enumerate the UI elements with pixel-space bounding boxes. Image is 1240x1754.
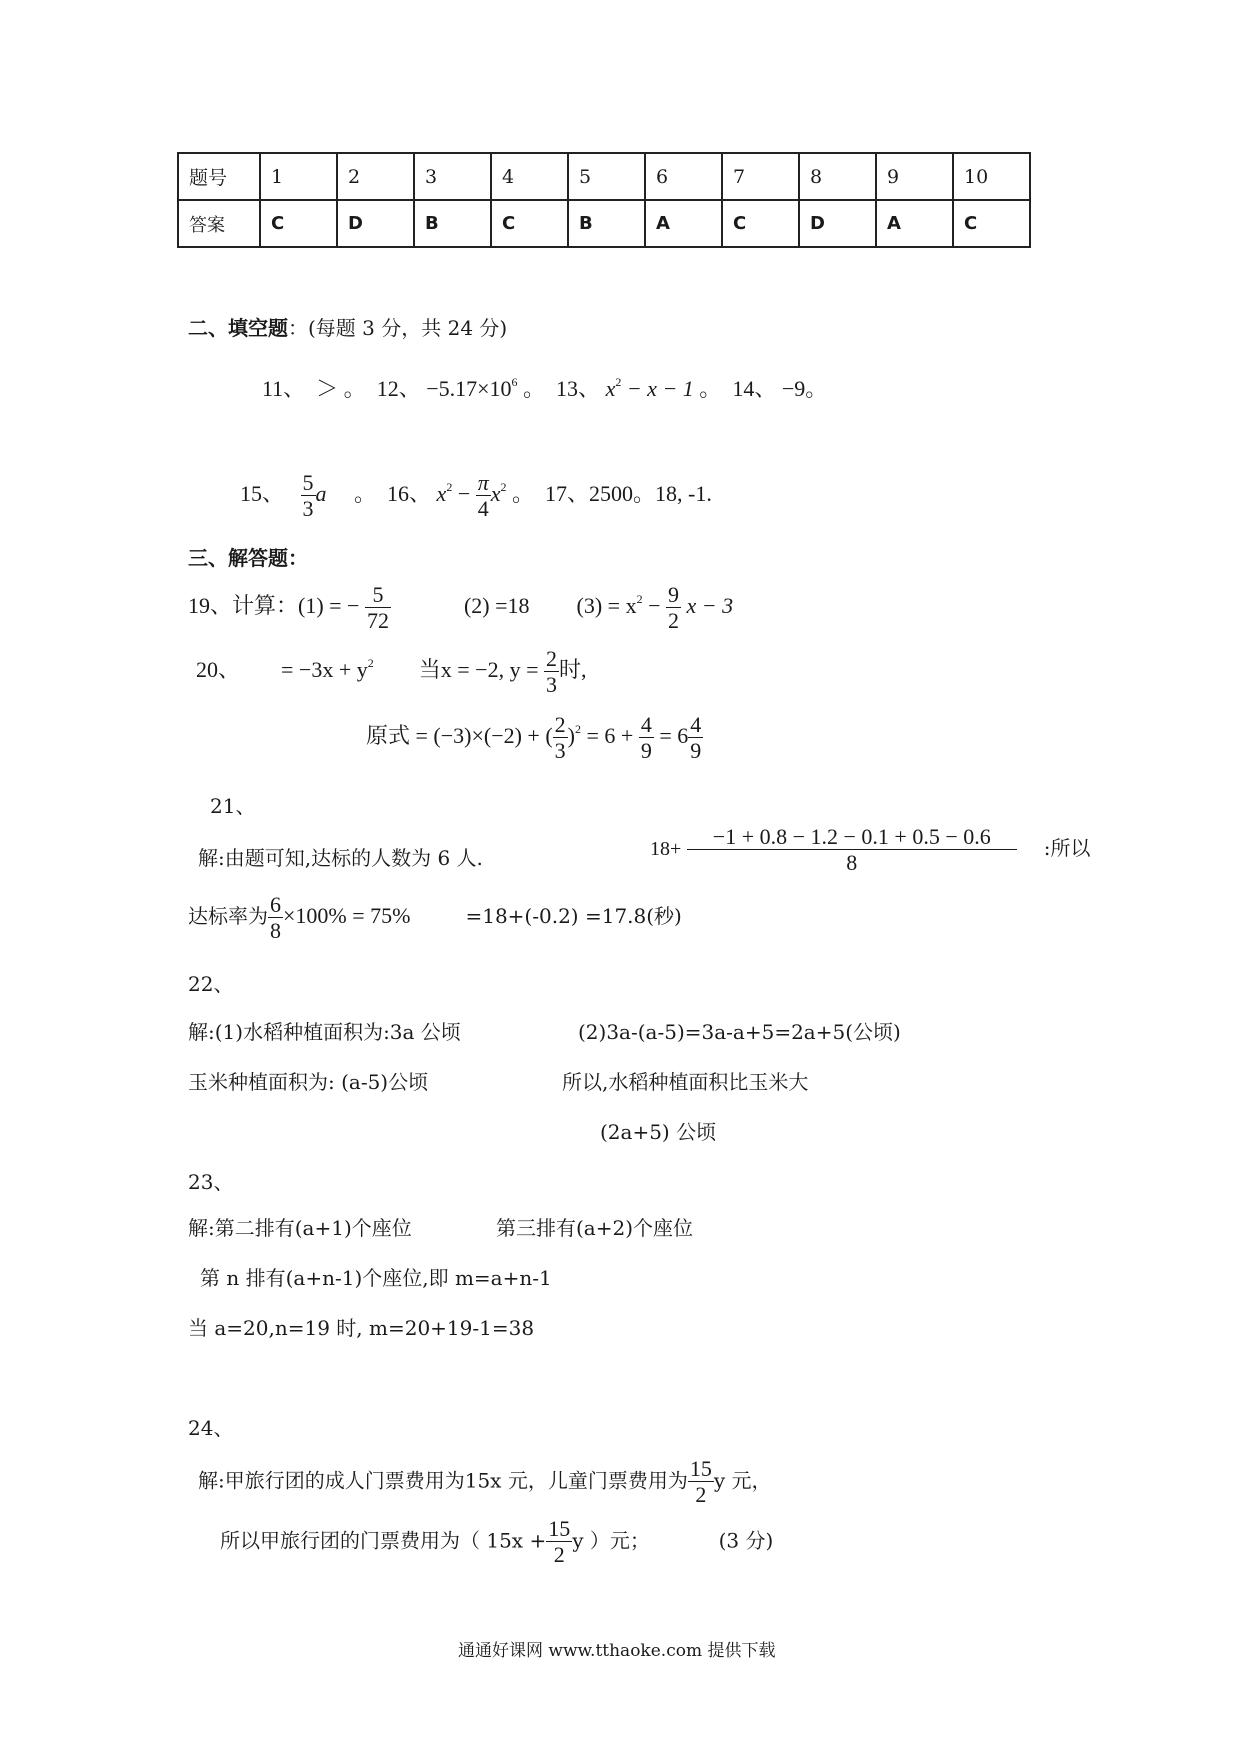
q20-fraction-1 <box>553 712 568 764</box>
q20-line2b: ) <box>567 722 575 748</box>
q15-num: 5 <box>302 470 314 495</box>
q20-label: 20、 <box>196 656 241 682</box>
q24-line2 <box>220 1516 773 1568</box>
answer-cell: C <box>722 200 799 247</box>
table-row <box>178 200 1030 247</box>
row-header-number: 题号 <box>178 153 260 200</box>
q24-line1 <box>198 1456 771 1508</box>
q16-var-b: x <box>490 480 501 506</box>
q12-end: 。 <box>517 376 546 401</box>
q14: 14、 −9。 <box>732 376 828 401</box>
q19-p3-den: 2 <box>668 608 680 634</box>
q19-fraction <box>365 582 391 634</box>
q13-exponent: 2 <box>615 375 622 389</box>
q19-part3-fraction <box>666 582 681 634</box>
q13-end: 。 <box>693 376 722 401</box>
q21-right-a: 18+ <box>650 837 682 860</box>
answer-cell: B <box>414 200 491 247</box>
answer-cell: C <box>260 200 337 247</box>
q19-num: 5 <box>372 582 384 607</box>
q20-line2c: = 6 + <box>581 722 634 748</box>
q21-right <box>650 824 1091 876</box>
question-number-cell: 9 <box>876 153 953 200</box>
q20-line2: 原式 = (−3)×(−2) + ( $\frac{2}{3}$ )$^2$ = 6 + $\frac{4}{9}$ = 6 $\frac{4}{9}$ <box>366 712 702 764</box>
q21-rate-line <box>188 892 682 944</box>
q12-label: 12、 <box>376 376 421 401</box>
q20-line1: 20、 = $-3x + y^2$ 当x = −2, y = $\frac{2}{3}$ 时, <box>196 646 587 698</box>
q11: 11、 ＞ 。 <box>262 376 366 401</box>
q22-label: 22、 <box>188 972 234 996</box>
q21-rate-num: 6 <box>270 892 281 917</box>
q22-line2-right: 所以,水稻种植面积比玉米大 <box>562 1070 809 1094</box>
q19-part3a: (3) = x <box>576 592 637 618</box>
q20-num3: 4 <box>690 712 702 737</box>
q20-num1: 2 <box>554 712 566 737</box>
q15-den: 3 <box>302 496 314 522</box>
q24-score: (3 分) <box>718 1528 774 1553</box>
q13-rest: − x − 1 <box>621 376 694 401</box>
q20-num: 2 <box>545 646 557 671</box>
q20-fraction-3 <box>688 712 703 764</box>
question-number-cell: 5 <box>568 153 645 200</box>
q21-rate-fraction <box>268 892 283 944</box>
q20-expr: = −3x + y <box>281 656 368 682</box>
q19-label: 19、计算：(1) = − <box>188 592 360 618</box>
q12-exponent: 6 <box>511 375 518 389</box>
q20-den1: 3 <box>554 738 566 764</box>
q22-line3-right: (2a+5) 公顷 <box>600 1120 717 1144</box>
q13-var: x <box>605 376 616 401</box>
answer-table <box>177 152 1031 248</box>
table-row <box>178 153 1030 200</box>
q23-line2: 第 n 排有(a+n-1)个座位,即 m=a+n-1 <box>200 1266 552 1290</box>
q21-rate-a: 达标率为 <box>188 903 268 928</box>
answer-cell: D <box>799 200 876 247</box>
q23-line1-left: 解:第二排有(a+1)个座位 <box>188 1216 412 1240</box>
q16-fraction <box>476 470 491 522</box>
q24-line1b: y 元， <box>713 1468 772 1493</box>
q15-end: 。 <box>354 480 377 506</box>
q23-line3: 当 a=20,n=19 时, m=20+19-1=38 <box>188 1316 535 1340</box>
q16-var-a: x <box>436 480 447 506</box>
section2-heading-line <box>188 312 507 341</box>
answer-cell: A <box>876 200 953 247</box>
page-footer: 通通好课网 www.tthaoke.com 提供下载 <box>458 1641 776 1661</box>
q15-label: 15、 <box>240 480 285 506</box>
q20-when: 当x = −2, y = <box>418 656 539 682</box>
q22-line1-right: (2)3a-(a-5)=3a-a+5=2a+5(公顷) <box>578 1020 901 1044</box>
question-number-cell: 3 <box>414 153 491 200</box>
answer-line-11-14 <box>262 372 827 403</box>
q22-line2-left: 玉米种植面积为: (a-5)公顷 <box>188 1070 429 1094</box>
q21-num: −1 + 0.8 − 1.2 − 0.1 + 0.5 − 0.6 <box>712 824 991 849</box>
question-number-cell: 8 <box>799 153 876 200</box>
question-number-cell: 6 <box>645 153 722 200</box>
q21-text: 解:由题可知,达标的人数为 6 人. <box>198 846 483 870</box>
q21-rate-b: ×100% = 75% <box>283 902 411 928</box>
q12-value: −5.17×10 <box>426 376 512 401</box>
q24-fraction-1 <box>688 1456 714 1508</box>
answer-cell: C <box>491 200 568 247</box>
q19-p3-num: 9 <box>668 582 680 607</box>
question-number-cell: 4 <box>491 153 568 200</box>
q20-den: 3 <box>545 672 557 698</box>
q20-den2: 9 <box>640 738 652 764</box>
q16-label: 16、 <box>387 480 432 506</box>
q20-line2a: 原式 = (−3)×(−2) + ( <box>366 722 553 748</box>
q16-den: 4 <box>476 495 491 521</box>
answer-cell: C <box>953 200 1030 247</box>
answer-line-15-18: 15、 $\frac{5}{3}$ a 。 16、 $x^2$ − $\frac{\pi}{4}$ $x^2$ 。 17、2500。18, -1. <box>240 470 712 522</box>
q24-label: 24、 <box>188 1416 234 1440</box>
q19-part2: (2) =18 <box>463 592 530 618</box>
q17-18: 17、2500。18, -1. <box>545 480 712 506</box>
q20-num2: 4 <box>640 712 652 737</box>
q16-minus: − <box>452 480 471 506</box>
q19-part3b: x − 3 <box>686 592 734 618</box>
q23-label: 23、 <box>188 1170 234 1194</box>
section2-heading: 二、填空题 <box>188 316 288 340</box>
section3-heading: 三、解答题： <box>188 546 308 570</box>
q21-result: =18+(-0.2) =17.8(秒) <box>465 903 682 928</box>
q22-line1-left: 解:(1)水稻种植面积为:3a 公顷 <box>188 1020 461 1044</box>
q21-right-end: :所以 <box>1043 835 1091 860</box>
q24-line2b: y ）元； <box>572 1528 650 1553</box>
q15-var: a <box>315 480 327 506</box>
q24-num1: 15 <box>689 1456 712 1481</box>
q20-when-end: 时, <box>558 656 587 682</box>
q20-fraction <box>544 646 559 698</box>
q19-den: 72 <box>366 608 389 634</box>
answer-cell: A <box>645 200 722 247</box>
answer-cell: B <box>568 200 645 247</box>
section2-note: ：(每题 3 分，共 24 分) <box>288 316 508 340</box>
q13-label: 13、 <box>556 376 601 401</box>
q15-fraction <box>301 470 316 522</box>
q24-fraction-2 <box>546 1516 572 1568</box>
q19-line: 19、计算：(1) = − $\frac{5}{72}$ (2) =18 $(3) = x^2$ − $\frac{9}{2}$ x − 3 <box>188 582 734 634</box>
q24-line2a: 所以甲旅行团的门票费用为（ 15x + <box>220 1528 547 1553</box>
q23-line1-right: 第三排有(a+2)个座位 <box>496 1216 694 1240</box>
q21-den: 8 <box>687 849 1017 875</box>
q21-fraction <box>687 824 1017 876</box>
q20-den3: 9 <box>690 738 702 764</box>
q24-den1: 2 <box>688 1481 714 1507</box>
q16-end: 。 <box>506 480 535 506</box>
q21-label: 21、 <box>210 794 256 818</box>
question-number-cell: 7 <box>722 153 799 200</box>
q24-den2: 2 <box>546 1541 572 1567</box>
q21-rate-den: 8 <box>270 918 281 944</box>
q20-line2d: = 6 <box>659 722 689 748</box>
question-number-cell: 10 <box>953 153 1030 200</box>
question-number-cell: 2 <box>337 153 414 200</box>
question-number-cell: 1 <box>260 153 337 200</box>
row-header-answer: 答案 <box>178 200 260 247</box>
q24-num2: 15 <box>548 1516 571 1541</box>
answer-cell: D <box>337 200 414 247</box>
q20-fraction-2 <box>639 712 654 764</box>
q24-line1a: 解:甲旅行团的成人门票费用为15x 元，儿童门票费用为 <box>198 1468 688 1493</box>
q16-num: π <box>477 470 489 495</box>
